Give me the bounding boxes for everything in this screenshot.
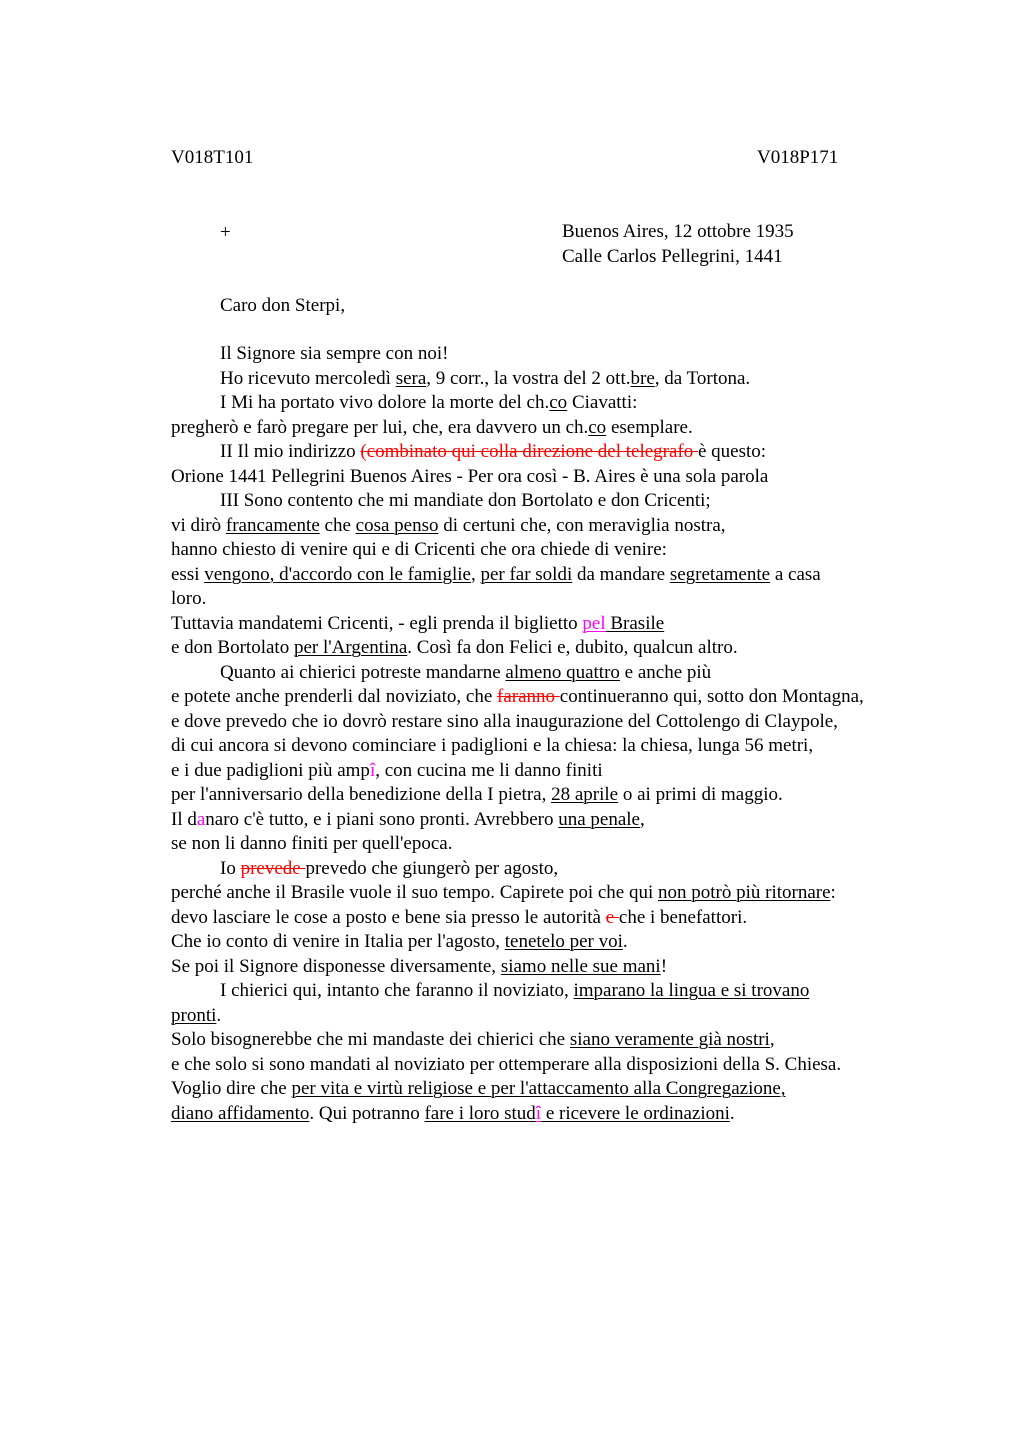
text-line: e don Bortolato per l'Argentina. Così fa don Felici e, dubito, qualcun altro.	[171, 637, 738, 658]
deleted-text: faranno	[497, 686, 560, 707]
place-date: Buenos Aires, 12 ottobre 1935	[562, 221, 794, 242]
text-line: Ho ricevuto mercoledì sera, 9 corr., la vostra del 2 ott.bre, da Tortona.	[220, 367, 751, 389]
letter-body	[171, 342, 971, 1126]
deleted-text: (combinato qui colla direzione del telegrafo	[360, 441, 698, 462]
text-line: devo lasciare le cose a posto e bene sia presso le autorità e che i benefattori.	[171, 906, 748, 928]
deleted-text: e	[605, 906, 619, 928]
text-line: pregherò e farò pregare per lui, che, era davvero un ch.co esemplare.	[171, 416, 693, 438]
text-line: e potete anche prenderli dal noviziato, che faranno continueranno qui, sotto don Montagna,	[171, 686, 864, 707]
text-line: Quanto ai chierici potreste mandarne almeno quattro e anche più	[220, 661, 712, 683]
text-line: III Sono contento che mi mandiate don Bortolato e don Cricenti;	[220, 490, 711, 511]
text-line: perché anche il Brasile vuole il suo tempo. Capirete poi che qui non potrò più ritornare:	[171, 882, 836, 903]
greeting: Caro don Sterpi,	[220, 295, 346, 316]
text-line: se non li danno finiti per quell'epoca.	[171, 833, 453, 854]
text-line: vi dirò francamente che cosa penso di certuni che, con meraviglia nostra,	[171, 514, 726, 536]
text-line: e dove prevedo che io dovrò restare sino alla inaugurazione del Cottolengo di Claypole,	[171, 710, 838, 732]
cross-symbol: +	[220, 222, 231, 243]
inserted-text: î	[369, 759, 376, 781]
text-line: Voglio dire che per vita e virtù religiose e per l'attaccamento alla Congregazione,	[171, 1078, 786, 1099]
letter-place-date-block	[562, 220, 794, 269]
text-line: Il danaro c'è tutto, e i piani sono pronti. Avrebbero una penale,	[171, 808, 645, 830]
text-line: e i due padiglioni più ampî, con cucina me li danno finiti	[171, 759, 603, 781]
text-line: Il Signore sia sempre con noi!	[220, 343, 449, 364]
text-line: Se poi il Signore disponesse diversamente, siamo nelle sue mani!	[171, 955, 668, 977]
text-line: I Mi ha portato vivo dolore la morte del ch.co Ciavatti:	[220, 392, 638, 413]
inserted-text: î	[535, 1102, 542, 1124]
text-line: Solo bisognerebbe che mi mandaste dei chierici che siano veramente già nostri,	[171, 1029, 775, 1050]
text-line: pronti.	[171, 1004, 222, 1026]
text-line: Che io conto di venire in Italia per l'agosto, tenetelo per voi.	[171, 931, 628, 952]
deleted-text: prevede	[240, 857, 306, 879]
text-line: Orione 1441 Pellegrini Buenos Aires - Per ora così - B. Aires è una sola parola	[171, 465, 769, 487]
document-code-left: V018T101	[171, 147, 254, 168]
inserted-text: a	[196, 808, 206, 830]
sender-address: Calle Carlos Pellegrini, 1441	[562, 245, 783, 267]
text-line: loro.	[171, 588, 207, 609]
text-line: II Il mio indirizzo (combinato qui colla direzione del telegrafo è questo:	[220, 441, 767, 462]
text-line: Io prevede prevedo che giungerò per agosto,	[220, 857, 559, 879]
text-line: essi vengono, d'accordo con le famiglie, per far soldi da mandare segretamente a casa	[171, 563, 821, 585]
inserted-text: pel	[582, 612, 606, 634]
text-line: per l'anniversario della benedizione della I pietra, 28 aprile o ai primi di maggio.	[171, 784, 783, 805]
text-line: hanno chiesto di venire qui e di Cricenti che ora chiede di venire:	[171, 539, 667, 560]
text-line: Tuttavia mandatemi Cricenti, - egli prenda il biglietto pel Brasile	[171, 612, 665, 634]
text-line: diano affidamento. Qui potranno fare i loro studî e ricevere le ordinazioni.	[171, 1102, 735, 1124]
text-line: I chierici qui, intanto che faranno il noviziato, imparano la lingua e si trovano	[220, 980, 810, 1001]
text-line: di cui ancora si devono cominciare i padiglioni e la chiesa: la chiesa, lunga 56 metri,	[171, 735, 814, 756]
text-line: e che solo si sono mandati al noviziato per ottemperare alla disposizioni della S. Chiesa.	[171, 1053, 842, 1075]
document-code-right: V018P171	[757, 147, 839, 168]
